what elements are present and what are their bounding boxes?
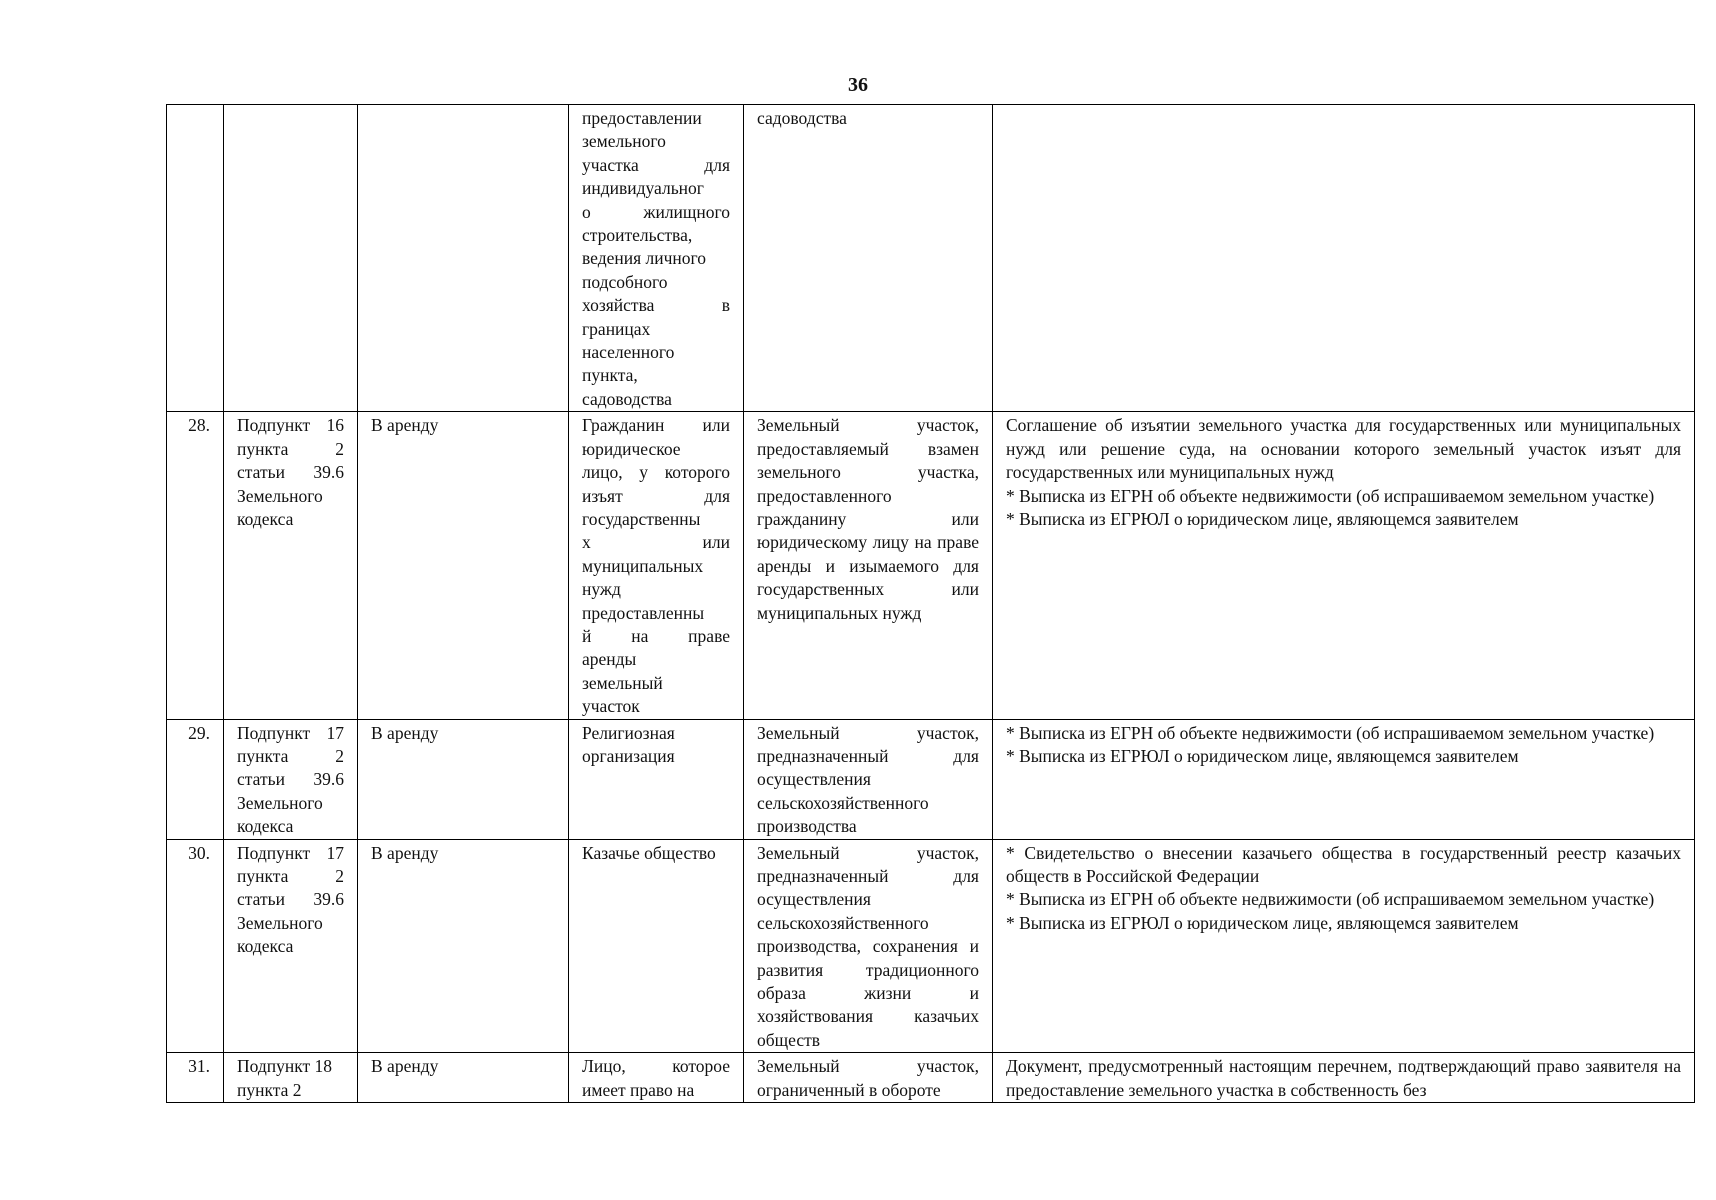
documents-cell [993, 839, 1695, 1053]
provision-type-cell: В аренду [358, 1053, 569, 1103]
documents-cell [993, 1053, 1695, 1103]
document-item: Документ, предусмотренный настоящим перечнем, подтверждающий право заявителя на предоставление земельного участка в собственность без [1006, 1056, 1681, 1100]
document-item: * Свидетельство о внесении казачьего общества в государственный реестр казачьих обществ в Российской Федерации [1006, 842, 1681, 886]
provision-type-cell: В аренду [358, 412, 569, 719]
applicant-cell: предоставлении земельного участка для индивидуальног о жилищного строительства, ведения личного подсобного хозяйства в границах населенного пункта, садоводства [569, 105, 744, 412]
row-number-cell [167, 105, 224, 412]
applicant-cell: Религиозная организация [569, 719, 744, 839]
document-item: * Выписка из ЕГРЮЛ о юридическом лице, являющемся заявителем [1006, 508, 1519, 529]
documents-cell [993, 719, 1695, 839]
row-number-cell: 30. [167, 839, 224, 1053]
table-row [167, 412, 1695, 719]
basis-cell: Подпункт 18 пункта 2 [224, 1053, 358, 1103]
table-row [167, 839, 1695, 1053]
applicant-cell: Казачье общество [569, 839, 744, 1053]
documents-cell [993, 412, 1695, 719]
document-item: * Выписка из ЕГРН об объекте недвижимости (об испрашиваемом земельном участке) [1006, 722, 1655, 743]
page-number: 36 [848, 74, 868, 96]
document-item: * Выписка из ЕГРН об объекте недвижимости (об испрашиваемом земельном участке) [1006, 889, 1655, 910]
provision-type-cell: В аренду [358, 839, 569, 1053]
row-number-cell: 29. [167, 719, 224, 839]
documents-cell [993, 105, 1695, 412]
document-item: Соглашение об изъятии земельного участка для государственных или муниципальных нужд или решение суда, на основании которого земельный участок изъят для государственных или муниципальных нужд [1006, 415, 1681, 483]
row-number-cell: 28. [167, 412, 224, 719]
provision-type-cell: В аренду [358, 719, 569, 839]
land-purpose-cell: садоводства [744, 105, 993, 412]
basis-cell [224, 105, 358, 412]
land-purpose-cell: Земельный участок, предоставляемый взамен земельного участка, предоставленного гражданину или юридическому лицу на праве аренды и изымаемого для государственных или муниципальных нужд [744, 412, 993, 719]
basis-cell: Подпункт 17 пункта 2 статьи 39.6 Земельного кодекса [224, 839, 358, 1053]
basis-cell: Подпункт 17 пункта 2 статьи 39.6 Земельного кодекса [224, 719, 358, 839]
applicant-cell: Гражданин или юридическое лицо, у которого изъят для государственны х или муниципальных нужд предоставленны й на праве аренды земельный участок [569, 412, 744, 719]
table-row [167, 1053, 1695, 1103]
land-purpose-cell: Земельный участок, ограниченный в обороте [744, 1053, 993, 1103]
table-row [167, 105, 1695, 412]
document-item: * Выписка из ЕГРЮЛ о юридическом лице, являющемся заявителем [1006, 912, 1519, 933]
land-purpose-cell: Земельный участок, предназначенный для осуществления сельскохозяйственного производства, сохранения и развития традиционного образа жизни и хозяйствования казачьих обществ [744, 839, 993, 1053]
land-provision-table [166, 104, 1695, 1103]
table-row [167, 719, 1695, 839]
document-item: * Выписка из ЕГРН об объекте недвижимости (об испрашиваемом земельном участке) [1006, 485, 1655, 506]
provision-type-cell [358, 105, 569, 412]
applicant-cell: Лицо, которое имеет право на [569, 1053, 744, 1103]
row-number-cell: 31. [167, 1053, 224, 1103]
document-item: * Выписка из ЕГРЮЛ о юридическом лице, являющемся заявителем [1006, 745, 1519, 766]
basis-cell: Подпункт 16 пункта 2 статьи 39.6 Земельного кодекса [224, 412, 358, 719]
land-purpose-cell: Земельный участок, предназначенный для осуществления сельскохозяйственного производства [744, 719, 993, 839]
